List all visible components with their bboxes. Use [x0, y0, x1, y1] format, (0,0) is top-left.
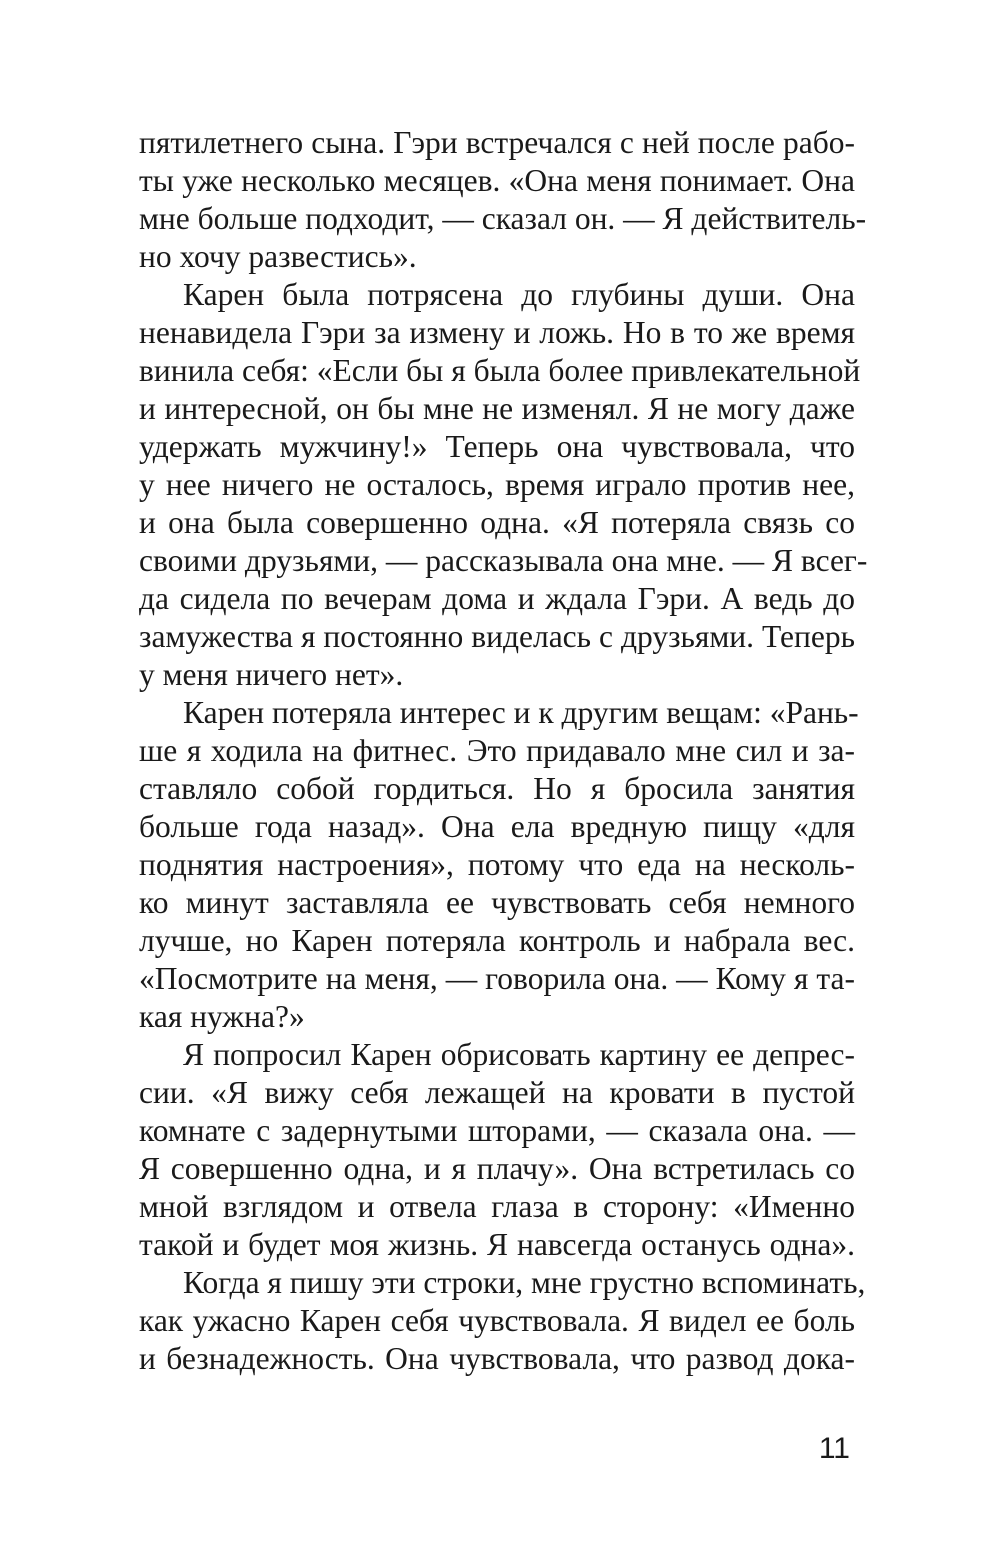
- text-line: поднятия настроения», потому что еда на несколь-: [139, 847, 855, 882]
- text-line: Я совершенно одна, и я плачу». Она встретилась со: [139, 1151, 855, 1186]
- text-line: пятилетнего сына. Гэри встречался с ней после рабо-: [139, 125, 855, 160]
- text-line: и она была совершенно одна. «Я потеряла связь со: [139, 505, 855, 540]
- text-line: больше года назад». Она ела вредную пищу «для: [139, 809, 855, 844]
- text-line: своими друзьями, — рассказывала она мне. — Я всег-: [139, 543, 868, 578]
- text-line: лучше, но Карен потеряла контроль и набрала вес.: [139, 923, 855, 958]
- text-line: ты уже несколько месяцев. «Она меня понимает. Она: [139, 163, 855, 198]
- text-line: комнате с задернутыми шторами, — сказала она. —: [139, 1113, 855, 1148]
- text-line: замужества я постоянно виделась с друзьями. Теперь: [139, 619, 855, 654]
- text-line: такой и будет моя жизнь. Я навсегда останусь одна».: [139, 1227, 855, 1262]
- text-line: ставляло собой гордиться. Но я бросила занятия: [139, 771, 855, 806]
- text-line: Карен потеряла интерес и к другим вещам: «Рань-: [183, 695, 859, 730]
- text-line: но хочу развестись».: [139, 239, 417, 274]
- text-line: у нее ничего не осталось, время играло против нее,: [139, 467, 855, 502]
- book-page-text: [139, 124, 868, 1378]
- text-line: мне больше подходит, — сказал он. — Я действитель-: [139, 201, 867, 236]
- text-line: да сидела по вечерам дома и ждала Гэри. А ведь до: [139, 581, 855, 616]
- text-line: и интересной, он бы мне не изменял. Я не могу даже: [139, 391, 855, 426]
- text-line: ненавидела Гэри за измену и ложь. Но в то же время: [139, 315, 855, 350]
- text-line: мной взглядом и отвела глаза в сторону: «Именно: [139, 1189, 855, 1224]
- text-line: винила себя: «Если бы я была более привлекательной: [139, 353, 861, 388]
- text-line: Я попросил Карен обрисовать картину ее депрес-: [183, 1037, 855, 1072]
- text-line: «Посмотрите на меня, — говорила она. — Кому я та-: [139, 961, 855, 996]
- page-number: 11: [818, 1432, 850, 1465]
- text-line: ше я ходила на фитнес. Это придавало мне сил и за-: [139, 733, 855, 768]
- text-line: как ужасно Карен себя чувствовала. Я видел ее боль: [139, 1303, 855, 1338]
- text-line: и безнадежность. Она чувствовала, что развод дока-: [139, 1341, 855, 1376]
- text-line: Когда я пишу эти строки, мне грустно вспоминать,: [183, 1265, 866, 1300]
- text-line: кая нужна?»: [139, 999, 305, 1034]
- text-line: у меня ничего нет».: [139, 657, 404, 692]
- text-line: сии. «Я вижу себя лежащей на кровати в пустой: [139, 1075, 855, 1110]
- text-line: ко минут заставляла ее чувствовать себя немного: [139, 885, 855, 920]
- text-line: Карен была потрясена до глубины души. Она: [183, 277, 855, 312]
- text-line: удержать мужчину!» Теперь она чувствовала, что: [139, 429, 855, 464]
